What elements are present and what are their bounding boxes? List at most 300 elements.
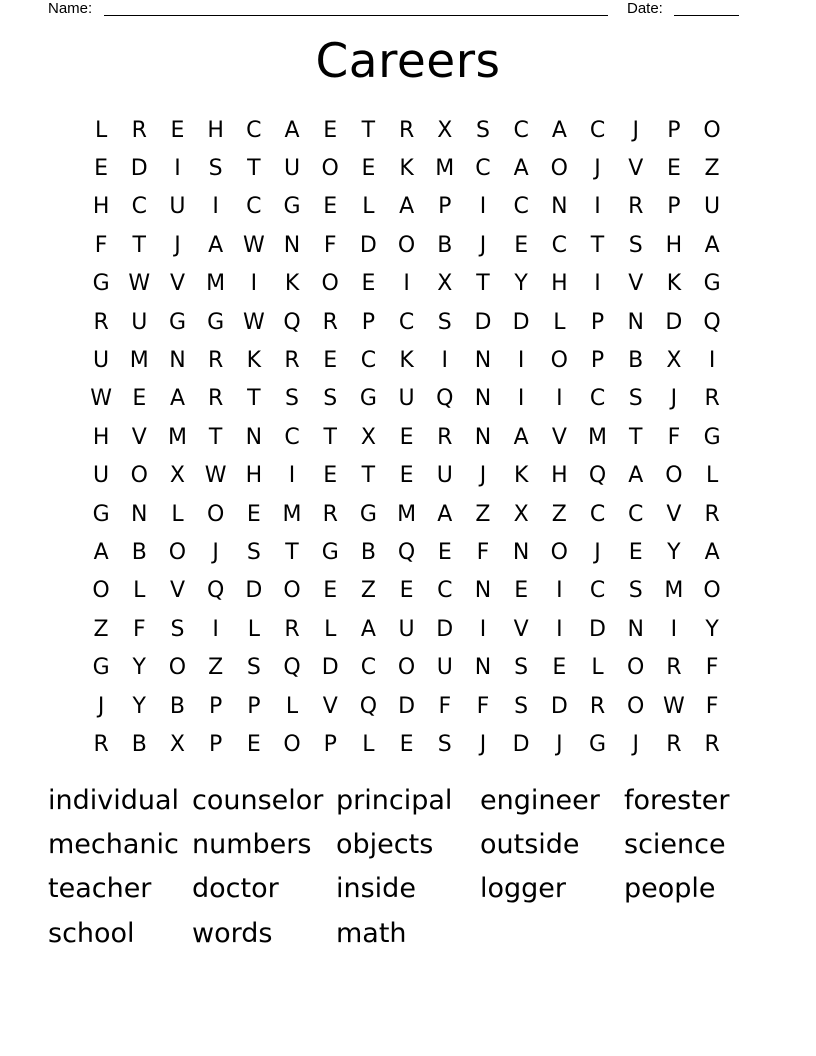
grid-letter[interactable]: O — [550, 348, 568, 374]
grid-letter[interactable]: J — [212, 539, 219, 565]
grid-letter[interactable]: O — [703, 578, 721, 604]
grid-letter[interactable]: R — [666, 731, 682, 757]
grid-letter[interactable]: R — [589, 693, 606, 719]
grid-letter[interactable]: K — [284, 271, 300, 297]
grid-letter[interactable]: N — [474, 655, 492, 681]
grid-letter[interactable]: R — [322, 309, 338, 335]
grid-row — [82, 610, 732, 648]
grid-letter[interactable]: E — [514, 578, 529, 604]
grid-letter[interactable]: G — [92, 271, 110, 297]
grid-letter[interactable]: O — [397, 232, 416, 258]
grid-letter[interactable]: E — [323, 348, 338, 374]
grid-letter[interactable]: Z — [208, 655, 224, 681]
grid-letter[interactable]: V — [551, 424, 567, 450]
grid-letter[interactable]: A — [704, 232, 720, 258]
grid-letter[interactable]: S — [628, 386, 643, 412]
grid-letter[interactable]: X — [169, 463, 185, 489]
grid-letter[interactable]: X — [437, 271, 453, 297]
grid-letter[interactable]: R — [704, 386, 720, 412]
grid-letter[interactable]: U — [398, 386, 415, 412]
grid-letter[interactable]: E — [552, 655, 567, 681]
grid-letter[interactable]: N — [474, 578, 492, 604]
grid-letter[interactable]: O — [168, 539, 187, 565]
grid-letter[interactable]: N — [474, 424, 492, 450]
grid-letter[interactable]: I — [594, 271, 601, 297]
grid-letter[interactable]: J — [174, 232, 181, 258]
grid-letter[interactable]: J — [594, 156, 601, 182]
grid-letter[interactable]: T — [361, 463, 376, 489]
grid-letter[interactable]: O — [665, 463, 683, 489]
grid-letter[interactable]: G — [283, 194, 301, 220]
grid-letter[interactable]: C — [513, 117, 529, 143]
grid-letter[interactable]: C — [437, 578, 453, 604]
grid-letter[interactable]: R — [284, 348, 300, 374]
grid-letter[interactable]: E — [399, 463, 414, 489]
grid-letter[interactable]: H — [207, 117, 224, 143]
grid-letter[interactable]: I — [250, 271, 258, 297]
grid-letter[interactable]: V — [666, 501, 682, 527]
grid-letter[interactable]: E — [323, 117, 338, 143]
grid-letter[interactable]: Q — [206, 578, 225, 604]
word-bank-row — [48, 778, 768, 822]
grid-letter[interactable]: I — [288, 463, 296, 489]
grid-letter[interactable]: N — [551, 194, 568, 220]
grid-letter[interactable]: F — [476, 539, 490, 565]
grid-letter[interactable]: C — [246, 117, 262, 143]
grid-letter[interactable]: P — [590, 309, 605, 335]
grid-letter[interactable]: J — [97, 693, 105, 719]
grid-letter[interactable]: O — [168, 655, 187, 681]
grid-letter[interactable]: H — [245, 463, 263, 489]
grid-letter[interactable]: F — [438, 693, 452, 719]
grid-letter[interactable]: R — [628, 194, 644, 220]
grid-letter[interactable]: O — [130, 463, 148, 489]
grid-letter[interactable]: E — [323, 194, 338, 220]
grid-letter[interactable]: R — [208, 348, 224, 374]
grid-letter[interactable]: I — [594, 194, 601, 220]
grid-letter[interactable]: O — [321, 271, 339, 297]
grid-letter[interactable]: E — [628, 539, 643, 565]
word-bank-item: objects — [336, 828, 434, 860]
grid-letter[interactable]: D — [398, 693, 416, 719]
grid-letter[interactable]: A — [704, 539, 720, 565]
grid-letter[interactable]: I — [441, 348, 449, 374]
grid-letter[interactable]: N — [512, 539, 530, 565]
grid-letter[interactable]: B — [169, 693, 186, 719]
grid-letter[interactable]: R — [666, 655, 682, 681]
grid-letter[interactable]: L — [362, 731, 375, 757]
grid-letter[interactable]: X — [666, 348, 682, 374]
grid-letter[interactable]: Q — [283, 309, 301, 335]
grid-letter[interactable]: E — [437, 539, 452, 565]
grid-letter[interactable]: I — [212, 194, 219, 220]
grid-letter[interactable]: O — [627, 693, 645, 719]
grid-letter[interactable]: H — [92, 194, 110, 220]
grid-letter[interactable]: E — [94, 156, 109, 182]
grid-letter[interactable]: V — [513, 616, 529, 642]
grid-letter[interactable]: W — [90, 386, 112, 412]
grid-letter[interactable]: S — [246, 655, 261, 681]
grid-letter[interactable]: R — [93, 731, 109, 757]
grid-letter[interactable]: Z — [551, 501, 567, 527]
grid-letter[interactable]: C — [589, 578, 606, 604]
grid-letter[interactable]: R — [208, 386, 224, 412]
grid-letter[interactable]: W — [242, 232, 265, 258]
grid-letter[interactable]: C — [475, 156, 491, 182]
grid-letter[interactable]: O — [550, 539, 568, 565]
grid-letter[interactable]: E — [323, 463, 338, 489]
grid-letter[interactable]: Y — [132, 693, 146, 719]
grid-letter[interactable]: F — [705, 693, 719, 719]
word-search-grid — [82, 111, 732, 764]
grid-letter[interactable]: D — [512, 731, 530, 757]
grid-letter[interactable]: Z — [704, 156, 720, 182]
grid-letter[interactable]: Q — [283, 655, 301, 681]
grid-letter[interactable]: P — [361, 309, 376, 335]
grid-letter[interactable]: F — [94, 232, 108, 258]
grid-letter[interactable]: R — [704, 731, 720, 757]
grid-letter[interactable]: Q — [359, 693, 378, 719]
grid-letter[interactable]: C — [628, 501, 644, 527]
grid-letter[interactable]: B — [131, 539, 147, 565]
grid-letter[interactable]: Z — [93, 616, 109, 642]
grid-letter[interactable]: J — [632, 731, 639, 757]
grid-letter[interactable]: S — [628, 578, 643, 604]
grid-letter[interactable]: S — [514, 693, 529, 719]
grid-letter[interactable]: X — [360, 424, 376, 450]
grid-letter[interactable]: B — [360, 539, 376, 565]
grid-letter[interactable]: E — [399, 731, 414, 757]
grid-letter[interactable]: E — [246, 731, 261, 757]
grid-letter[interactable]: P — [209, 693, 223, 719]
grid-letter[interactable]: L — [362, 194, 375, 220]
grid-letter[interactable]: U — [398, 616, 415, 642]
grid-letter[interactable]: J — [556, 731, 563, 757]
grid-letter[interactable]: A — [551, 117, 567, 143]
grid-letter[interactable]: A — [513, 156, 529, 182]
grid-letter[interactable]: C — [360, 348, 377, 374]
grid-letter[interactable]: Y — [514, 271, 528, 297]
grid-letter[interactable]: C — [589, 501, 606, 527]
grid-letter[interactable]: S — [628, 232, 643, 258]
grid-letter[interactable]: M — [282, 501, 302, 527]
grid-letter[interactable]: A — [513, 424, 529, 450]
grid-letter[interactable]: R — [284, 616, 300, 642]
grid-letter[interactable]: I — [479, 616, 487, 642]
grid-letter[interactable]: E — [666, 156, 681, 182]
grid-letter[interactable]: I — [174, 156, 181, 182]
grid-letter[interactable]: H — [551, 271, 568, 297]
grid-letter[interactable]: M — [397, 501, 417, 527]
grid-letter[interactable]: U — [436, 655, 453, 681]
grid-letter[interactable]: R — [322, 501, 338, 527]
grid-letter[interactable]: D — [474, 309, 492, 335]
grid-letter[interactable]: V — [169, 271, 185, 297]
grid-letter[interactable]: A — [169, 386, 185, 412]
grid-letter[interactable]: Y — [667, 539, 681, 565]
grid-letter[interactable]: L — [94, 117, 108, 143]
grid-letter[interactable]: I — [403, 271, 410, 297]
grid-letter[interactable]: S — [246, 539, 261, 565]
grid-letter[interactable]: I — [479, 194, 487, 220]
grid-letter[interactable]: A — [399, 194, 415, 220]
grid-letter[interactable]: C — [551, 232, 568, 258]
grid-letter[interactable]: F — [705, 655, 719, 681]
grid-letter[interactable]: Y — [132, 655, 146, 681]
grid-letter[interactable]: T — [361, 117, 376, 143]
word-bank-row — [48, 822, 768, 866]
grid-letter[interactable]: E — [399, 578, 414, 604]
grid-letter[interactable]: N — [627, 309, 644, 335]
grid-letter[interactable]: Z — [360, 578, 376, 604]
grid-letter[interactable]: G — [321, 539, 339, 565]
grid-letter[interactable]: D — [245, 578, 263, 604]
grid-letter[interactable]: K — [399, 156, 414, 182]
grid-letter[interactable]: G — [359, 386, 377, 412]
grid-letter[interactable]: O — [283, 578, 301, 604]
grid-letter[interactable]: B — [437, 232, 453, 258]
grid-letter[interactable]: E — [361, 156, 376, 182]
grid-letter[interactable]: T — [208, 424, 223, 450]
grid-letter[interactable]: L — [705, 463, 719, 489]
grid-letter[interactable]: I — [670, 616, 678, 642]
grid-letter[interactable]: H — [551, 463, 568, 489]
grid-letter[interactable]: K — [399, 348, 414, 374]
grid-letter[interactable]: T — [247, 386, 261, 412]
grid-letter[interactable]: I — [556, 616, 563, 642]
grid-letter[interactable]: L — [553, 309, 566, 335]
date-field[interactable] — [674, 15, 739, 16]
grid-letter[interactable]: P — [438, 194, 452, 220]
grid-letter[interactable]: A — [93, 539, 109, 565]
grid-letter[interactable]: G — [703, 424, 721, 450]
grid-letter[interactable]: K — [246, 348, 262, 374]
grid-letter[interactable]: L — [324, 616, 337, 642]
grid-letter[interactable]: I — [517, 386, 525, 412]
grid-letter[interactable]: C — [513, 194, 529, 220]
grid-letter[interactable]: N — [245, 424, 263, 450]
grid-letter[interactable]: S — [437, 731, 452, 757]
grid-letter[interactable]: J — [670, 386, 678, 412]
grid-letter[interactable]: G — [359, 501, 377, 527]
grid-letter[interactable]: X — [169, 731, 185, 757]
word-bank-item: math — [336, 917, 407, 949]
grid-letter[interactable]: B — [131, 731, 147, 757]
grid-letter[interactable]: W — [204, 463, 227, 489]
grid-letter[interactable]: L — [133, 578, 146, 604]
grid-letter[interactable]: D — [550, 693, 568, 719]
grid-letter[interactable]: G — [168, 309, 186, 335]
grid-letter[interactable]: J — [479, 232, 487, 258]
grid-letter[interactable]: K — [513, 463, 529, 489]
grid-letter[interactable]: C — [589, 386, 606, 412]
grid-letter[interactable]: I — [517, 348, 525, 374]
grid-letter[interactable]: L — [171, 501, 184, 527]
grid-letter[interactable]: T — [285, 539, 299, 565]
grid-letter[interactable]: I — [212, 616, 219, 642]
grid-letter[interactable]: M — [435, 156, 455, 182]
grid-letter[interactable]: O — [283, 731, 301, 757]
grid-letter[interactable]: T — [132, 232, 146, 258]
grid-letter[interactable]: O — [206, 501, 225, 527]
grid-letter[interactable]: P — [209, 731, 223, 757]
grid-letter[interactable]: D — [130, 156, 148, 182]
grid-letter[interactable]: T — [590, 232, 605, 258]
grid-letter[interactable]: A — [437, 501, 453, 527]
grid-letter[interactable]: C — [246, 194, 262, 220]
grid-letter[interactable]: V — [131, 424, 147, 450]
grid-letter[interactable]: W — [242, 309, 265, 335]
grid-letter[interactable]: Q — [588, 463, 607, 489]
grid-letter[interactable]: M — [664, 578, 684, 604]
grid-letter[interactable]: R — [93, 309, 109, 335]
grid-letter[interactable]: Z — [475, 501, 491, 527]
grid-letter[interactable]: R — [398, 117, 415, 143]
grid-letter[interactable]: X — [513, 501, 529, 527]
grid-letter[interactable]: Y — [705, 616, 719, 642]
grid-letter[interactable]: P — [590, 348, 605, 374]
grid-letter[interactable]: V — [628, 156, 644, 182]
grid-letter[interactable]: O — [627, 655, 645, 681]
grid-row — [82, 188, 732, 226]
grid-letter[interactable]: S — [475, 117, 490, 143]
grid-letter[interactable]: M — [129, 348, 149, 374]
grid-letter[interactable]: T — [628, 424, 643, 450]
grid-letter[interactable]: G — [92, 501, 110, 527]
grid-letter[interactable]: S — [514, 655, 529, 681]
grid-letter[interactable]: U — [93, 348, 110, 374]
grid-letter[interactable]: P — [323, 731, 337, 757]
grid-letter[interactable]: L — [591, 655, 604, 681]
grid-letter[interactable]: P — [667, 117, 681, 143]
grid-letter[interactable]: T — [247, 156, 261, 182]
grid-letter[interactable]: U — [704, 194, 721, 220]
grid-letter[interactable]: G — [703, 271, 721, 297]
grid-letter[interactable]: Q — [703, 309, 721, 335]
grid-letter[interactable]: H — [665, 232, 683, 258]
grid-letter[interactable]: A — [628, 463, 644, 489]
grid-letter[interactable]: R — [704, 501, 720, 527]
grid-letter[interactable]: H — [92, 424, 110, 450]
grid-letter[interactable]: D — [512, 309, 530, 335]
grid-letter[interactable]: D — [665, 309, 683, 335]
grid-letter[interactable]: N — [627, 616, 644, 642]
grid-letter[interactable]: E — [246, 501, 261, 527]
grid-letter[interactable]: V — [628, 271, 644, 297]
grid-letter[interactable]: W — [663, 693, 685, 719]
grid-letter[interactable]: S — [437, 309, 452, 335]
grid-letter[interactable]: N — [169, 348, 186, 374]
grid-letter[interactable]: M — [206, 271, 226, 297]
grid-letter[interactable]: K — [666, 271, 682, 297]
grid-letter[interactable]: U — [436, 463, 453, 489]
grid-letter[interactable]: C — [131, 194, 147, 220]
grid-letter[interactable]: I — [556, 386, 563, 412]
grid-letter[interactable]: S — [170, 616, 185, 642]
grid-letter[interactable]: I — [708, 348, 716, 374]
grid-letter[interactable]: O — [321, 156, 339, 182]
grid-letter[interactable]: C — [589, 117, 606, 143]
grid-letter[interactable]: U — [93, 463, 110, 489]
grid-letter[interactable]: V — [169, 578, 185, 604]
grid-letter[interactable]: D — [321, 655, 339, 681]
grid-letter[interactable]: T — [476, 271, 490, 297]
grid-letter[interactable]: O — [703, 117, 721, 143]
grid-letter[interactable]: P — [667, 194, 681, 220]
grid-letter[interactable]: G — [589, 731, 607, 757]
grid-letter[interactable]: L — [247, 616, 260, 642]
grid-letter[interactable]: S — [323, 386, 338, 412]
grid-letter[interactable]: A — [360, 616, 376, 642]
grid-letter[interactable]: L — [285, 693, 299, 719]
grid-letter[interactable]: U — [283, 156, 301, 182]
grid-letter[interactable]: A — [208, 232, 224, 258]
grid-letter[interactable]: B — [628, 348, 644, 374]
grid-letter[interactable]: O — [397, 655, 416, 681]
grid-letter[interactable]: N — [283, 232, 301, 258]
grid-letter[interactable]: E — [323, 578, 338, 604]
grid-letter[interactable]: O — [92, 578, 110, 604]
grid-row — [82, 457, 732, 495]
grid-letter[interactable]: V — [322, 693, 338, 719]
grid-letter[interactable]: G — [92, 655, 110, 681]
grid-letter[interactable]: U — [169, 194, 186, 220]
grid-letter[interactable]: E — [514, 232, 529, 258]
grid-letter[interactable]: I — [556, 578, 563, 604]
grid-letter[interactable]: M — [588, 424, 608, 450]
grid-letter[interactable]: J — [632, 117, 639, 143]
grid-letter[interactable]: F — [132, 616, 146, 642]
grid-letter[interactable]: S — [208, 156, 223, 182]
grid-letter[interactable]: R — [131, 117, 147, 143]
grid-letter[interactable]: S — [285, 386, 300, 412]
grid-letter[interactable]: D — [359, 232, 377, 258]
grid-letter[interactable]: Q — [436, 386, 454, 412]
grid-letter[interactable]: N — [131, 501, 148, 527]
grid-letter[interactable]: E — [132, 386, 147, 412]
grid-letter[interactable]: J — [479, 463, 487, 489]
grid-letter[interactable]: J — [479, 731, 487, 757]
grid-letter[interactable]: F — [323, 232, 337, 258]
grid-letter[interactable]: G — [207, 309, 225, 335]
grid-letter[interactable]: D — [589, 616, 606, 642]
grid-letter[interactable]: D — [436, 616, 454, 642]
grid-letter[interactable]: C — [360, 655, 377, 681]
grid-letter[interactable]: F — [476, 693, 490, 719]
grid-letter[interactable]: O — [550, 156, 568, 182]
grid-letter[interactable]: J — [594, 539, 601, 565]
grid-letter[interactable]: C — [284, 424, 300, 450]
grid-letter[interactable]: Q — [397, 539, 416, 565]
grid-letter[interactable]: P — [247, 693, 261, 719]
grid-letter[interactable]: F — [667, 424, 681, 450]
grid-letter[interactable]: R — [437, 424, 453, 450]
grid-letter[interactable]: M — [167, 424, 187, 450]
grid-row — [82, 648, 732, 686]
grid-letter[interactable]: N — [474, 386, 492, 412]
grid-letter[interactable]: A — [284, 117, 300, 143]
grid-letter[interactable]: E — [399, 424, 414, 450]
grid-letter[interactable]: E — [170, 117, 185, 143]
grid-letter[interactable]: N — [474, 348, 492, 374]
grid-letter[interactable]: W — [128, 271, 151, 297]
grid-letter[interactable]: T — [323, 424, 337, 450]
grid-letter[interactable]: E — [361, 271, 376, 297]
grid-letter[interactable]: X — [437, 117, 453, 143]
grid-letter[interactable]: U — [131, 309, 148, 335]
name-field[interactable] — [104, 15, 608, 16]
grid-letter[interactable]: C — [398, 309, 415, 335]
